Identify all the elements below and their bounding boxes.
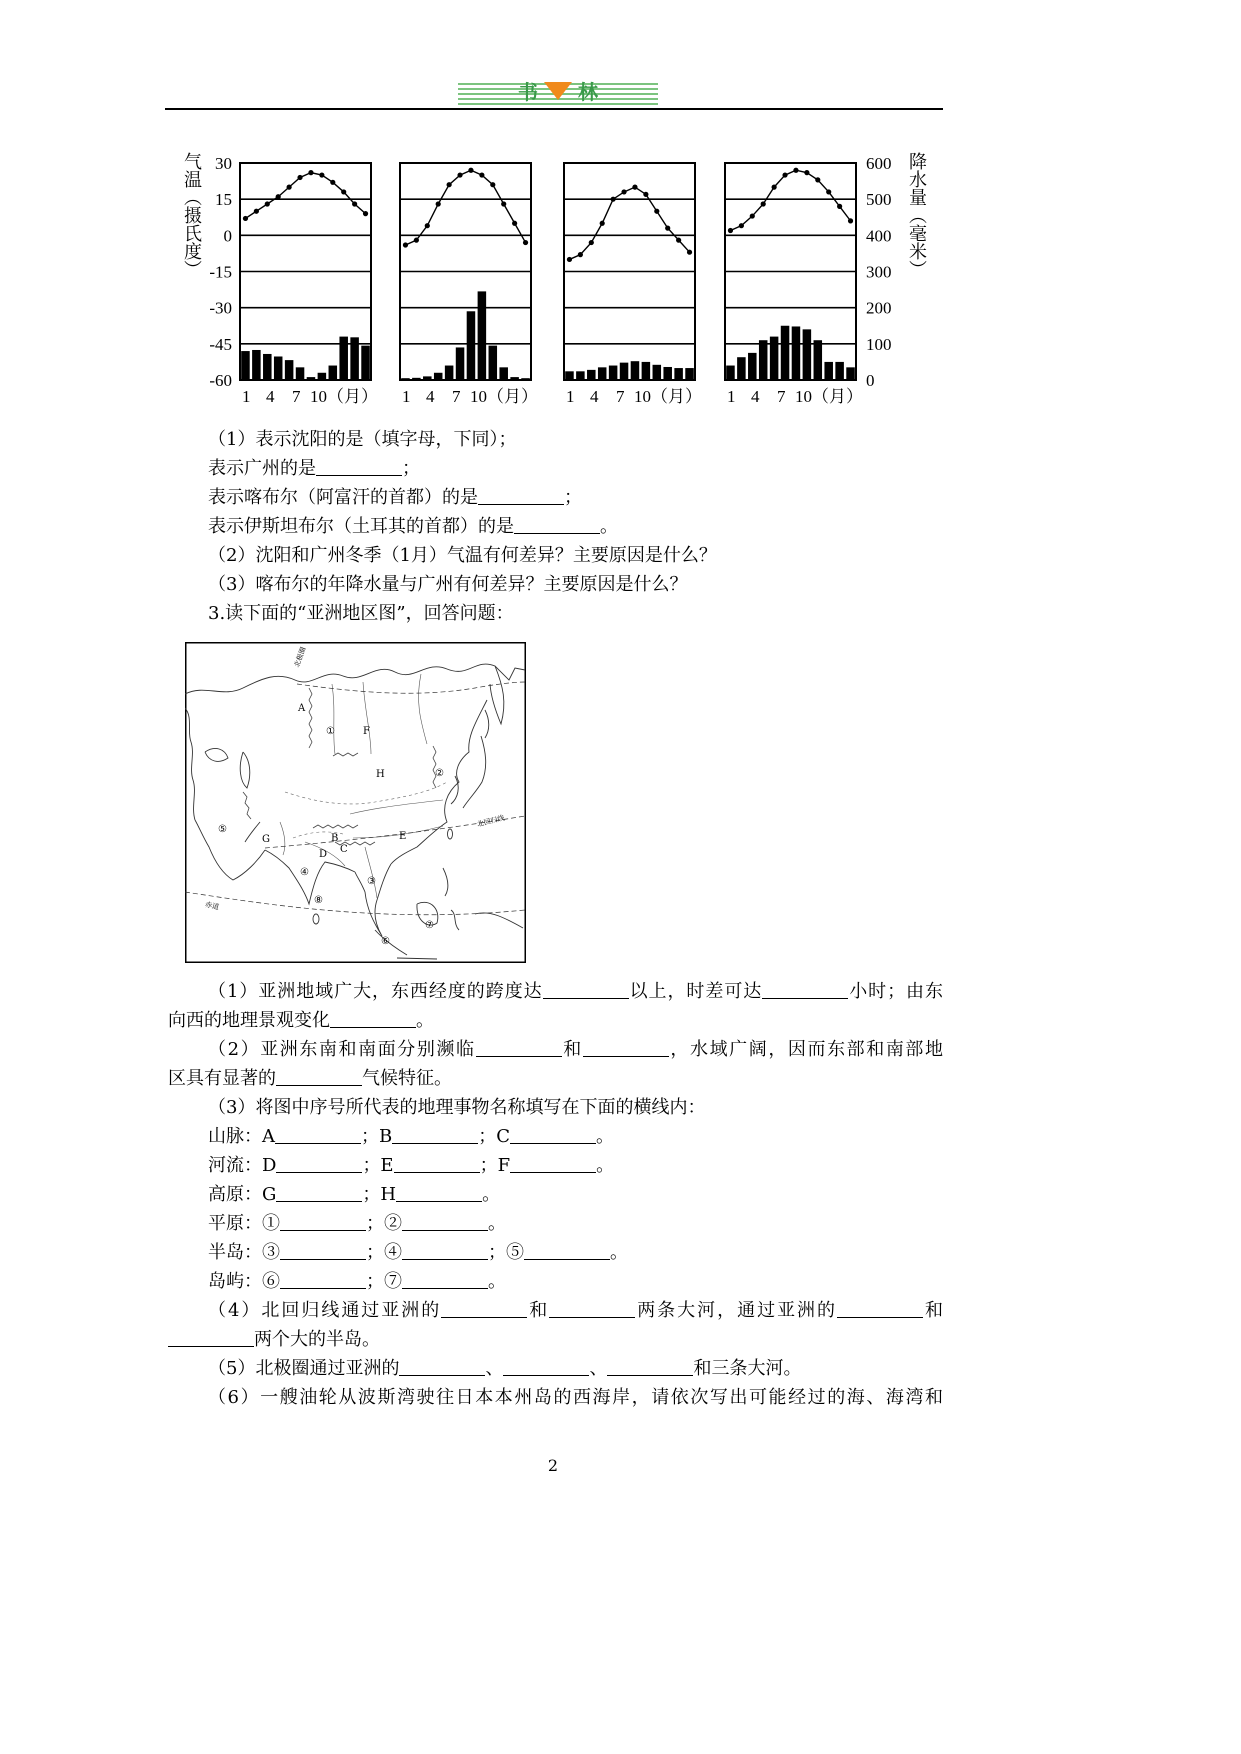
x-tick-label: 1 [242,387,251,406]
arctic-circle-label: 北极圈 [292,645,308,669]
precipitation-axis-label: 降水量（毫米） [906,152,927,278]
temperature-point [512,221,517,226]
question-text: 3.读下面的“亚洲地区图”，回答问题： [208,603,514,624]
temperature-point [352,201,357,206]
marker-4: ④ [300,867,309,878]
temperature-point [848,218,853,223]
question-text: 山脉：A [208,1126,275,1147]
precipitation-bar [792,326,801,380]
question-text: 平原：① [208,1213,280,1234]
question-text: 。 [610,1242,628,1263]
question-line [208,1037,943,1063]
temperature-point [621,189,626,194]
precipitation-tick-label: 0 [866,371,875,390]
x-tick-label: 7 [292,387,301,406]
answer-blank [402,1270,488,1289]
temperature-point [676,238,681,243]
question-text: ，水域广阔，因而东部和南部地 [668,1039,943,1060]
precipitation-bar [620,363,629,380]
question-text: 。 [596,1155,615,1176]
question-text: 。 [488,1271,506,1292]
x-tick-label: 1 [566,387,575,406]
answer-blank [549,1299,635,1318]
temperature-point [297,175,302,180]
question-text: （2）亚洲东南和南面分别濒临 [208,1039,476,1060]
temperature-point [265,201,270,206]
answer-blank [402,1212,488,1231]
temperature-point [363,211,368,216]
question-text: 。 [596,1126,615,1147]
precipitation-bar [803,329,812,380]
question-text: 。 [600,516,618,537]
answer-blank [762,980,848,999]
marker-a: A [298,703,306,714]
question-text: （5）北极圈通过亚洲的 [208,1358,400,1379]
question-text: ；H [362,1184,397,1205]
precipitation-bar [445,366,454,380]
marker-8: ⑧ [314,895,323,906]
temperature-tick-label: -45 [209,334,232,354]
question-text: 表示广州的是 [208,458,316,479]
answer-blank [280,1241,366,1260]
temperature-tick-label: 30 [215,154,232,173]
temperature-point [425,223,430,228]
temperature-point [750,213,755,218]
question-line [208,572,687,598]
question-text: 区具有显著的 [168,1068,276,1089]
temperature-point [287,185,292,190]
question-line [208,456,420,482]
x-tick-label: 10（月） [310,387,378,406]
temperature-point [276,194,281,199]
answer-blank [394,1154,480,1173]
precipitation-bar [252,350,261,380]
temperature-point [457,172,462,177]
question-text: 以上，时差可达 [628,981,763,1002]
precipitation-tick-label: 100 [866,334,892,354]
question-text: 和三条大河。 [693,1358,802,1379]
precipitation-bar [653,365,662,380]
temperature-point [728,228,733,233]
temperature-point [479,172,484,177]
question-text: 两个大的半岛。 [254,1329,380,1350]
temperature-axis-label: 气温（摄氏度） [181,152,202,278]
answer-blank [316,457,402,476]
answer-blank [543,980,629,999]
marker-2: ② [435,768,444,779]
precipitation-bar [726,366,735,380]
x-tick-label: 7 [452,387,461,406]
question-line [208,979,943,1005]
temperature-point [523,240,528,245]
logo-text: 书林 [518,80,638,104]
temperature-line [405,170,525,245]
page-number: 2 [547,1456,559,1475]
question-text: （2）沈阳和广州冬季（1月）气温有何差异？主要原因是什么？ [208,545,717,566]
precipitation-bar [565,371,574,380]
question-text: 向西的地理景观变化 [168,1010,330,1031]
answer-blank [275,1125,361,1144]
temperature-point [490,182,495,187]
temperature-point [611,197,616,202]
temperature-point [308,170,313,175]
question-text: 小时；由东 [848,981,943,1002]
answer-blank [280,1270,366,1289]
answer-blank [396,1183,482,1202]
precipitation-bar [587,370,596,380]
equator-label: 赤道 [204,900,220,912]
temperature-point [687,250,692,255]
answer-blank [524,1241,610,1260]
temperature-tick-label: 0 [223,226,232,246]
question-text: ；⑤ [488,1242,524,1263]
answer-blank [330,1009,416,1028]
question-text: 和 [561,1039,583,1060]
precipitation-tick-label: 600 [866,154,892,173]
precipitation-bar [835,362,844,380]
question-text: 岛屿：⑥ [208,1271,280,1292]
question-text: ；⑦ [366,1271,402,1292]
question-line [208,1269,506,1295]
marker-f: F [363,726,370,737]
marker-5: ⑤ [218,824,227,835]
temperature-point [341,189,346,194]
temperature-point [739,223,744,228]
question-line [208,1153,614,1179]
temperature-point [254,209,259,214]
precipitation-bar [361,346,370,380]
temperature-point [578,252,583,257]
precipitation-bar [456,347,465,380]
question-text: ；B [361,1126,393,1147]
answer-blank [583,1038,669,1057]
marker-h: H [376,769,385,780]
precipitation-tick-label: 500 [866,190,892,210]
marker-d: D [319,849,328,860]
temperature-point [567,257,572,262]
precipitation-bar [674,368,683,380]
temperature-point [837,204,842,209]
precipitation-bar [241,351,250,380]
question-text: 两条大河，通过亚洲的 [635,1300,838,1321]
question-text: 表示伊斯坦布尔（土耳其的首都）的是 [208,516,514,537]
temperature-line [569,187,689,259]
question-line [208,514,618,540]
question-line [208,1182,500,1208]
precipitation-tick-label: 400 [866,226,892,246]
answer-blank [402,1241,488,1260]
answer-blank [514,515,600,534]
temperature-point [804,170,809,175]
temperature-point [403,242,408,247]
question-line [168,1066,452,1092]
precipitation-bar [434,373,443,380]
precipitation-bar [263,354,272,380]
marker-e: E [399,831,407,842]
question-text: （1）表示沈阳的是（填字母，下同）； [208,429,517,450]
answer-blank [510,1154,596,1173]
answer-blank [399,1357,485,1376]
marker-3: ③ [367,876,376,887]
precipitation-bar [576,371,585,380]
question-text: ； [564,487,582,508]
precipitation-bar [631,361,640,380]
temperature-tick-label: -15 [209,262,232,282]
question-line [208,1356,801,1382]
marker-c: C [340,844,348,855]
temperature-line [245,173,365,219]
question-text: 和 [527,1300,550,1321]
precipitation-bar [814,340,823,380]
question-text: （3）喀布尔的年降水量与广州有何差异？主要原因是什么？ [208,574,688,595]
question-text: ；④ [366,1242,402,1263]
question-text: ；② [366,1213,402,1234]
precipitation-bar [846,367,855,380]
marker-g: G [262,834,270,845]
question-text: ；E [362,1155,394,1176]
temperature-line [730,170,850,230]
precipitation-bar [642,362,651,380]
temperature-point [826,189,831,194]
question-text: 气候特征。 [362,1068,452,1089]
precipitation-bar [318,373,327,380]
marker-1: ① [326,726,335,737]
temperature-point [243,216,248,221]
question-line [208,1298,943,1324]
temperature-tick-label: 15 [215,190,232,210]
question-line [208,485,582,511]
question-text: （3）将图中序号所代表的地理事物名称填写在下面的横线内： [208,1097,706,1118]
question-text: （1）亚洲地域广大，东西经度的跨度达 [208,981,543,1002]
precipitation-bar [609,366,618,380]
temperature-point [793,168,798,173]
answer-blank [607,1357,693,1376]
temperature-point [501,201,506,206]
answer-blank [276,1154,362,1173]
answer-blank [276,1183,362,1202]
asia-map [185,642,526,963]
x-tick-label: 10（月） [795,387,863,406]
temperature-tick-label: -30 [209,298,232,318]
x-tick-label: 1 [727,387,736,406]
precipitation-bar [285,360,294,380]
question-line [208,1385,943,1411]
question-text: 、 [589,1358,608,1379]
x-tick-label: 4 [590,387,599,406]
marker-b: B [331,833,339,844]
precipitation-bar [489,346,498,380]
temperature-point [468,168,473,173]
marker-6: ⑥ [381,936,390,947]
temperature-point [414,238,419,243]
precipitation-bar [748,353,757,380]
temperature-point [665,226,670,231]
temperature-point [589,240,594,245]
question-line [208,1240,628,1266]
question-text: 表示喀布尔（阿富汗的首都）的是 [208,487,478,508]
precipitation-bar [685,368,694,380]
answer-blank [168,1328,254,1347]
question-text: ； [402,458,420,479]
temperature-point [447,182,452,187]
question-line [208,427,516,453]
precipitation-bar [467,311,476,380]
precipitation-bar [329,366,338,380]
question-text: 高原：G [208,1184,277,1205]
answer-blank [441,1299,527,1318]
temperature-point [330,180,335,185]
temperature-point [815,177,820,182]
question-text: 。 [416,1010,434,1031]
question-text: ；F [479,1155,511,1176]
precipitation-tick-label: 200 [866,298,892,318]
precipitation-bar [663,367,672,380]
precipitation-bar [274,356,283,380]
temperature-point [782,172,787,177]
answer-blank [478,486,564,505]
temperature-point [772,185,777,190]
question-text: ；C [478,1126,511,1147]
precipitation-bar [296,367,305,380]
temperature-point [632,185,637,190]
temperature-point [436,201,441,206]
question-text: 。 [488,1213,506,1234]
temperature-point [319,172,324,177]
question-text: 。 [482,1184,501,1205]
x-tick-label: 7 [616,387,625,406]
question-line [208,543,717,569]
temperature-point [600,221,605,226]
tropic-label: 北回归线 [476,814,506,829]
answer-blank [837,1299,923,1318]
x-tick-label: 10（月） [634,387,702,406]
temperature-point [654,209,659,214]
question-line [208,1211,506,1237]
temperature-point [643,192,648,197]
question-text: 半岛：③ [208,1242,280,1263]
precipitation-bar [478,291,487,380]
precipitation-bar [499,367,508,380]
question-line [208,1124,614,1150]
question-text: （4）北回归线通过亚洲的 [208,1300,442,1321]
x-tick-label: 7 [777,387,786,406]
answer-blank [392,1125,478,1144]
question-line [168,1327,380,1353]
x-tick-label: 4 [426,387,435,406]
precipitation-bar [598,367,607,380]
question-text: （6）一艘油轮从波斯湾驶往日本本州岛的西海岸，请依次写出可能经过的海、海湾和 [208,1387,943,1408]
question-text: 、 [485,1358,504,1379]
precipitation-tick-label: 300 [866,262,892,282]
precipitation-bar [759,340,768,380]
question-line [208,1095,705,1121]
answer-blank [476,1038,562,1057]
temperature-tick-label: -60 [209,371,232,390]
temperature-point [761,201,766,206]
precipitation-bar [737,357,746,380]
answer-blank [503,1357,589,1376]
marker-7: ⑦ [425,920,434,931]
question-line [168,1008,434,1034]
answer-blank [510,1125,596,1144]
x-tick-label: 10（月） [470,387,538,406]
precipitation-bar [824,362,833,380]
question-line [208,601,514,627]
precipitation-bar [781,326,790,380]
question-text: 和 [923,1300,943,1321]
answer-blank [276,1067,362,1086]
x-tick-label: 4 [751,387,760,406]
answer-blank [280,1212,366,1231]
x-tick-label: 1 [402,387,411,406]
x-tick-label: 4 [266,387,275,406]
question-text: 河流：D [208,1155,277,1176]
